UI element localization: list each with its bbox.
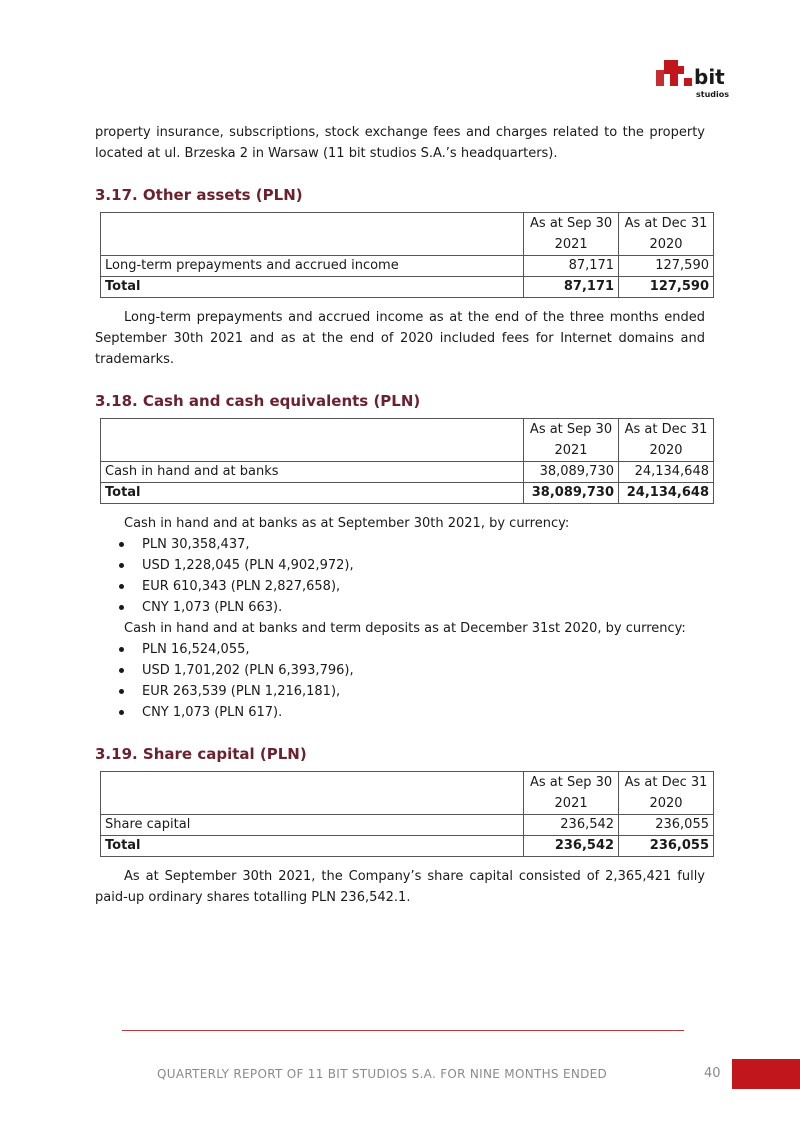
- list-item: USD 1,701,202 (PLN 6,393,796),: [117, 660, 705, 681]
- currency-list-2020: [117, 639, 705, 723]
- total-label: Total: [101, 483, 524, 504]
- page-number: 40: [704, 1066, 721, 1081]
- row-label: Cash in hand and at banks: [101, 462, 524, 483]
- list-item: USD 1,228,045 (PLN 4,902,972),: [117, 555, 705, 576]
- share-capital-note: As at September 30th 2021, the Company’s share capital consisted of 2,365,421 fully paid-up ordinary shares totalling PLN 236,542.1.: [95, 869, 705, 905]
- logo-text: bit: [694, 65, 725, 89]
- currency-intro-2021: Cash in hand and at banks as at September 30th 2021, by currency:: [124, 516, 570, 531]
- row-value-sep: 236,542: [524, 815, 619, 836]
- header-col-sep: As at Sep 30 2021: [524, 419, 619, 462]
- row-label: Share capital: [101, 815, 524, 836]
- total-value-sep: 87,171: [524, 277, 619, 298]
- section-heading-share-capital: 3.19. Share capital (PLN): [95, 745, 307, 763]
- document-body: [95, 122, 709, 908]
- list-item: PLN 30,358,437,: [117, 534, 705, 555]
- header-col-dec: As at Dec 31 2020: [619, 419, 714, 462]
- header-col-sep: As at Sep 30 2021: [524, 772, 619, 815]
- table-row: [101, 256, 714, 277]
- total-value-dec: 127,590: [619, 277, 714, 298]
- total-label: Total: [101, 836, 524, 857]
- table-header-row: [101, 213, 714, 256]
- table-header-row: [101, 772, 714, 815]
- total-value-dec: 24,134,648: [619, 483, 714, 504]
- row-value-sep: 87,171: [524, 256, 619, 277]
- total-value-dec: 236,055: [619, 836, 714, 857]
- share-capital-table: [100, 771, 714, 857]
- logo-subtext: studios: [696, 90, 730, 99]
- currency-intro-2020: Cash in hand and at banks and term deposits as at December 31st 2020, by currency:: [124, 621, 686, 636]
- section-heading-other-assets: 3.17. Other assets (PLN): [95, 186, 303, 204]
- total-row: [101, 483, 714, 504]
- total-row: [101, 277, 714, 298]
- header-blank: [101, 419, 524, 462]
- total-label: Total: [101, 277, 524, 298]
- row-value-dec: 127,590: [619, 256, 714, 277]
- other-assets-table: [100, 212, 714, 298]
- header-blank: [101, 213, 524, 256]
- table-row: [101, 462, 714, 483]
- footer-title: QUARTERLY REPORT OF 11 BIT STUDIOS S.A. FOR NINE MONTHS ENDED: [157, 1067, 608, 1081]
- footer-accent-tab: [732, 1059, 800, 1089]
- list-item: PLN 16,524,055,: [117, 639, 705, 660]
- other-assets-note: Long-term prepayments and accrued income as at the end of the three months ended September 30th 2021 and as at the end of 2020 included fees for Internet domains and trademarks.: [95, 310, 705, 367]
- intro-paragraph: property insurance, subscriptions, stock exchange fees and charges related to the property located at ul. Brzeska 2 in Warsaw (11 bit studios S.A.’s headquarters).: [95, 125, 705, 161]
- list-item: CNY 1,073 (PLN 663).: [117, 597, 705, 618]
- header-col-dec: As at Dec 31 2020: [619, 213, 714, 256]
- header-col-dec: As at Dec 31 2020: [619, 772, 714, 815]
- header-blank: [101, 772, 524, 815]
- section-heading-cash: 3.18. Cash and cash equivalents (PLN): [95, 392, 421, 410]
- table-row: [101, 815, 714, 836]
- table-header-row: [101, 419, 714, 462]
- total-value-sep: 38,089,730: [524, 483, 619, 504]
- list-item: CNY 1,073 (PLN 617).: [117, 702, 705, 723]
- footer-divider: [122, 1030, 684, 1031]
- row-value-sep: 38,089,730: [524, 462, 619, 483]
- currency-list-2021: [117, 534, 705, 618]
- total-row: [101, 836, 714, 857]
- header-col-sep: As at Sep 30 2021: [524, 213, 619, 256]
- row-label: Long-term prepayments and accrued income: [101, 256, 524, 277]
- row-value-dec: 24,134,648: [619, 462, 714, 483]
- list-item: EUR 263,539 (PLN 1,216,181),: [117, 681, 705, 702]
- company-logo: [656, 56, 736, 100]
- total-value-sep: 236,542: [524, 836, 619, 857]
- row-value-dec: 236,055: [619, 815, 714, 836]
- cash-table: [100, 418, 714, 504]
- list-item: EUR 610,343 (PLN 2,827,658),: [117, 576, 705, 597]
